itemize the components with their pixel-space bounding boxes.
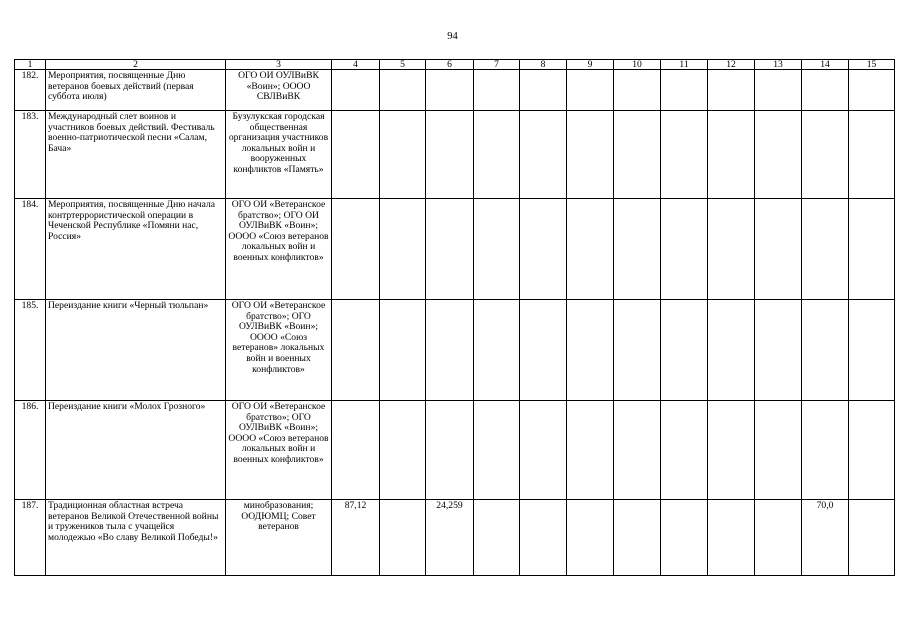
header-col-1: 1 — [15, 60, 46, 70]
value-col-7 — [474, 70, 520, 111]
value-col-7 — [474, 111, 520, 199]
row-number: 186. — [15, 401, 46, 500]
value-col-15 — [849, 199, 895, 300]
table-row — [15, 401, 895, 500]
value-col-11 — [661, 300, 708, 401]
value-col-9 — [567, 300, 614, 401]
value-col-13 — [755, 111, 802, 199]
value-col-13 — [755, 300, 802, 401]
value-col-6 — [426, 199, 474, 300]
table-row — [15, 70, 895, 111]
header-col-10: 10 — [614, 60, 661, 70]
value-col-7 — [474, 199, 520, 300]
value-col-8 — [520, 70, 567, 111]
value-col-10 — [614, 111, 661, 199]
header-col-11: 11 — [661, 60, 708, 70]
row-number: 184. — [15, 199, 46, 300]
value-col-10 — [614, 401, 661, 500]
value-col-9 — [567, 500, 614, 576]
header-col-8: 8 — [520, 60, 567, 70]
value-col-4 — [332, 199, 380, 300]
value-col-10 — [614, 300, 661, 401]
value-col-15 — [849, 500, 895, 576]
value-col-13 — [755, 70, 802, 111]
event-name: Переиздание книги «Черный тюльпан» — [46, 300, 226, 401]
header-col-15: 15 — [849, 60, 895, 70]
value-col-10 — [614, 199, 661, 300]
value-col-9 — [567, 401, 614, 500]
value-col-5 — [380, 199, 426, 300]
page-number: 94 — [447, 31, 458, 42]
table-row — [15, 111, 895, 199]
header-col-2: 2 — [46, 60, 226, 70]
value-col-12 — [708, 111, 755, 199]
header-col-4: 4 — [332, 60, 380, 70]
value-col-7 — [474, 500, 520, 576]
value-col-6 — [426, 401, 474, 500]
header-col-9: 9 — [567, 60, 614, 70]
executor: ОГО ОИ «Ветеранское братство»; ОГО ОУЛВиВК «Воин»; ОООО «Союз ветеранов локальных войн и военных конфликтов» — [226, 401, 332, 500]
value-col-11 — [661, 500, 708, 576]
value-col-12 — [708, 300, 755, 401]
executor: ОГО ОИ ОУЛВиВК «Воин»; ОООО СВЛВиВК — [226, 70, 332, 111]
table-row — [15, 199, 895, 300]
value-col-4 — [332, 401, 380, 500]
header-col-6: 6 — [426, 60, 474, 70]
value-col-6 — [426, 300, 474, 401]
header-col-5: 5 — [380, 60, 426, 70]
value-col-9 — [567, 199, 614, 300]
executor: ОГО ОИ «Ветеранское братство»; ОГО ОИ ОУЛВиВК «Воин»; ОООО «Союз ветеранов локальных войн и военных конфликтов» — [226, 199, 332, 300]
value-col-8 — [520, 111, 567, 199]
value-col-15 — [849, 401, 895, 500]
event-name: Мероприятия, посвященные Дню начала контртеррористической операции в Чеченской Республике «Помяни нас, Россия» — [46, 199, 226, 300]
row-number: 187. — [15, 500, 46, 576]
event-name: Мероприятия, посвященные Дню ветеранов боевых действий (первая суббота июля) — [46, 70, 226, 111]
value-col-8 — [520, 300, 567, 401]
executor: минобразования; ООДЮМЦ; Совет ветеранов — [226, 500, 332, 576]
value-col-11 — [661, 111, 708, 199]
value-col-11 — [661, 70, 708, 111]
value-col-11 — [661, 401, 708, 500]
value-col-15 — [849, 70, 895, 111]
value-col-12 — [708, 199, 755, 300]
value-col-11 — [661, 199, 708, 300]
event-name: Переиздание книги «Молох Грозного» — [46, 401, 226, 500]
value-col-9 — [567, 111, 614, 199]
executor: ОГО ОИ «Ветеранское братство»; ОГО ОУЛВиВК «Воин»; ОООО «Союз ветеранов» локальных войн и военных конфликтов» — [226, 300, 332, 401]
table-row — [15, 300, 895, 401]
value-col-8 — [520, 199, 567, 300]
value-col-13 — [755, 199, 802, 300]
value-col-12 — [708, 70, 755, 111]
value-col-5 — [380, 401, 426, 500]
value-col-4 — [332, 111, 380, 199]
value-col-10 — [614, 70, 661, 111]
value-col-14 — [802, 199, 849, 300]
value-col-4: 87,12 — [332, 500, 380, 576]
program-table — [14, 59, 895, 576]
value-col-13 — [755, 500, 802, 576]
executor: Бузулукская городская общественная организация участников локальных войн и вооруженных конфликтов «Память» — [226, 111, 332, 199]
value-col-14 — [802, 111, 849, 199]
header-col-3: 3 — [226, 60, 332, 70]
value-col-6: 24,259 — [426, 500, 474, 576]
row-number: 182. — [15, 70, 46, 111]
value-col-4 — [332, 300, 380, 401]
header-row — [15, 60, 895, 70]
value-col-6 — [426, 111, 474, 199]
value-col-7 — [474, 401, 520, 500]
value-col-5 — [380, 500, 426, 576]
value-col-10 — [614, 500, 661, 576]
value-col-8 — [520, 500, 567, 576]
value-col-12 — [708, 401, 755, 500]
table-row — [15, 500, 895, 576]
row-number: 183. — [15, 111, 46, 199]
header-col-14: 14 — [802, 60, 849, 70]
value-col-14 — [802, 300, 849, 401]
value-col-15 — [849, 300, 895, 401]
header-col-12: 12 — [708, 60, 755, 70]
value-col-14 — [802, 401, 849, 500]
value-col-15 — [849, 111, 895, 199]
value-col-14: 70,0 — [802, 500, 849, 576]
value-col-5 — [380, 111, 426, 199]
value-col-7 — [474, 300, 520, 401]
value-col-6 — [426, 70, 474, 111]
value-col-9 — [567, 70, 614, 111]
header-col-13: 13 — [755, 60, 802, 70]
value-col-5 — [380, 300, 426, 401]
value-col-5 — [380, 70, 426, 111]
value-col-8 — [520, 401, 567, 500]
value-col-14 — [802, 70, 849, 111]
value-col-4 — [332, 70, 380, 111]
value-col-12 — [708, 500, 755, 576]
event-name: Традиционная областная встреча ветеранов Великой Отечественной войны и тружеников тыла с учащейся молодежью «Во славу Великой Победы!» — [46, 500, 226, 576]
header-col-7: 7 — [474, 60, 520, 70]
value-col-13 — [755, 401, 802, 500]
event-name: Международный слет воинов и участников боевых действий. Фестиваль военно-патриотической песни «Салам, Бача» — [46, 111, 226, 199]
row-number: 185. — [15, 300, 46, 401]
